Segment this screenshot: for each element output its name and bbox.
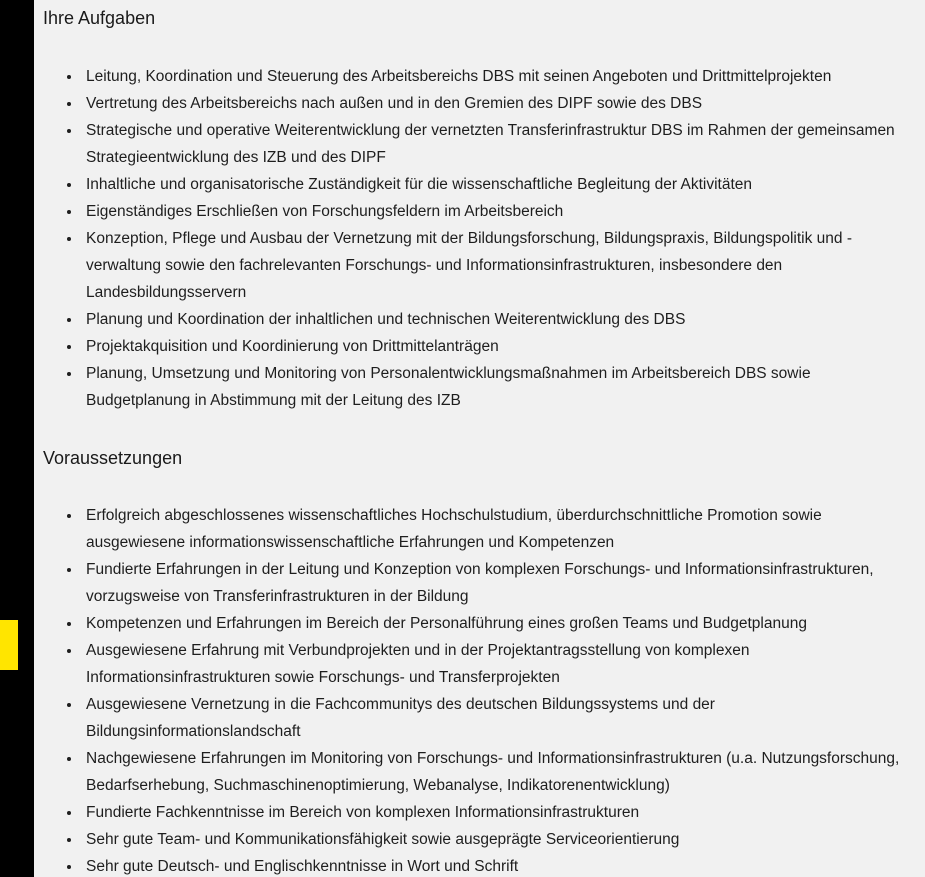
list-item: Konzeption, Pflege und Ausbau der Vernetzung mit der Bildungsforschung, Bildungspraxis, Bildungspolitik und -verwaltung sowie den fachrelevanten Forschungs- und Informationsinfrastrukturen, insbesondere den Landesbildungsservern [34,225,925,306]
left-sidebar-strip [0,0,34,877]
list-item: Fundierte Erfahrungen in der Leitung und Konzeption von komplexen Forschungs- und Informationsinfrastrukturen, vorzugsweise von Transferinfrastrukturen in der Bildung [34,556,925,610]
list-item: Sehr gute Deutsch- und Englischkenntnisse in Wort und Schrift [34,853,925,877]
list-item: Sehr gute Team- und Kommunikationsfähigkeit sowie ausgeprägte Serviceorientierung [34,826,925,853]
list-item: Nachgewiesene Erfahrungen im Monitoring von Forschungs- und Informationsinfrastrukturen (u.a. Nutzungsforschung, Bedarfserhebung, Suchmaschinenoptimierung, Webanalyse, Indikatorenentwicklung) [34,745,925,799]
list-item: Planung und Koordination der inhaltlichen und technischen Weiterentwicklung des DBS [34,306,925,333]
list-item: Vertretung des Arbeitsbereichs nach außen und in den Gremien des DIPF sowie des DBS [34,90,925,117]
list-item: Fundierte Fachkenntnisse im Bereich von komplexen Informationsinfrastrukturen [34,799,925,826]
list-item: Leitung, Koordination und Steuerung des Arbeitsbereichs DBS mit seinen Angeboten und Drittmittelprojekten [34,63,925,90]
list-item: Strategische und operative Weiterentwicklung der vernetzten Transferinfrastruktur DBS im Rahmen der gemeinsamen Strategieentwicklung des IZB und des DIPF [34,117,925,171]
aufgaben-list [34,63,925,414]
list-item: Ausgewiesene Erfahrung mit Verbundprojekten und in der Projektantragsstellung von komplexen Informationsinfrastrukturen sowie Forschungs- und Transferprojekten [34,637,925,691]
voraussetzungen-list [34,502,925,877]
content-panel [34,0,925,877]
list-item: Erfolgreich abgeschlossenes wissenschaftliches Hochschulstudium, überdurchschnittliche Promotion sowie ausgewiesene informationswissenschaftliche Erfahrungen und Kompetenzen [34,502,925,556]
list-item: Kompetenzen und Erfahrungen im Bereich der Personalführung eines großen Teams und Budgetplanung [34,610,925,637]
list-item: Ausgewiesene Vernetzung in die Fachcommunitys des deutschen Bildungssystems und der Bildungsinformationslandschaft [34,691,925,745]
section-title-voraussetzungen: Voraussetzungen [43,448,183,468]
list-item: Inhaltliche und organisatorische Zuständigkeit für die wissenschaftliche Begleitung der Aktivitäten [34,171,925,198]
list-item: Eigenständiges Erschließen von Forschungsfeldern im Arbeitsbereich [34,198,925,225]
list-item: Projektakquisition und Koordinierung von Drittmittelanträgen [34,333,925,360]
accent-marker [0,620,18,670]
section-title-aufgaben: Ihre Aufgaben [43,8,156,28]
list-item: Planung, Umsetzung und Monitoring von Personalentwicklungsmaßnahmen im Arbeitsbereich DBS sowie Budgetplanung in Abstimmung mit der Leitung des IZB [34,360,925,414]
